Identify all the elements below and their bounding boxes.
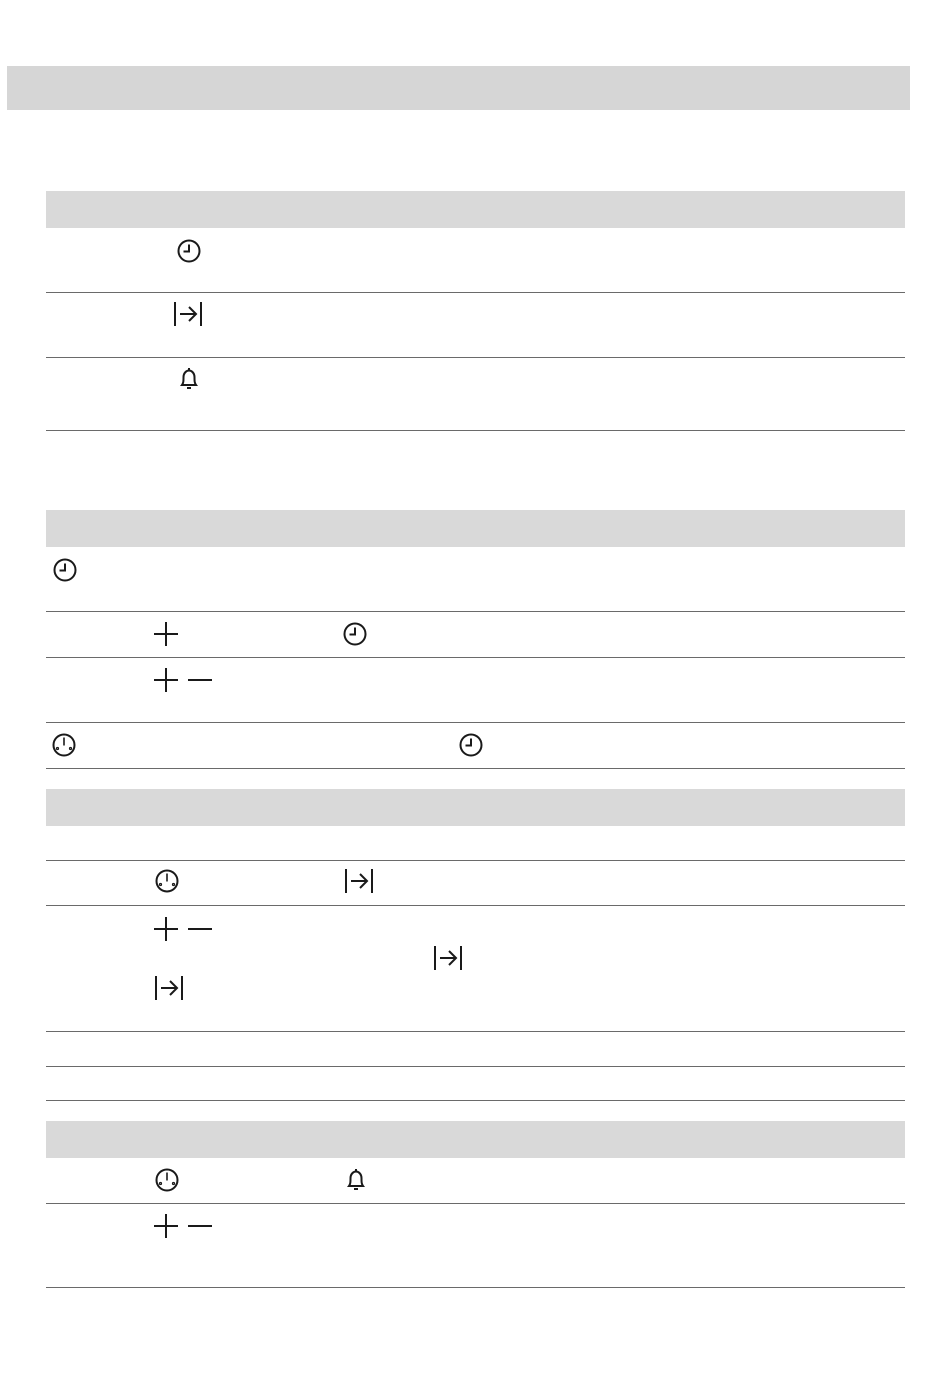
clock-icon: [340, 619, 370, 649]
section-setting-time-header: [46, 510, 905, 547]
page-title-bar: [7, 66, 910, 110]
time-display-icon: [49, 730, 79, 760]
time-display-icon: [152, 1165, 182, 1195]
duration-icon: [344, 866, 374, 896]
row-divider: [46, 768, 905, 769]
duration-icon: [173, 299, 203, 329]
row-divider: [46, 1287, 905, 1288]
duration-icon: [433, 943, 463, 973]
row-divider: [46, 1031, 905, 1032]
minus-icon: [185, 665, 215, 695]
bell-icon: [174, 364, 204, 394]
row-divider: [46, 657, 905, 658]
section-setting-duration-header: [46, 789, 905, 826]
row-divider: [46, 292, 905, 293]
section-time-functions-header: [46, 191, 905, 228]
row-divider: [46, 1100, 905, 1101]
plus-icon: [151, 914, 181, 944]
clock-icon: [50, 555, 80, 585]
plus-icon: [151, 619, 181, 649]
bell-icon: [341, 1165, 371, 1195]
duration-icon: [154, 973, 184, 1003]
row-divider: [46, 722, 905, 723]
clock-icon: [174, 236, 204, 266]
row-divider: [46, 905, 905, 906]
row-divider: [46, 430, 905, 431]
section-minute-minder-header: [46, 1121, 905, 1158]
row-divider: [46, 1066, 905, 1067]
clock-icon: [456, 730, 486, 760]
row-divider: [46, 1203, 905, 1204]
plus-icon: [151, 665, 181, 695]
row-divider: [46, 860, 905, 861]
plus-icon: [151, 1211, 181, 1241]
time-display-icon: [152, 866, 182, 896]
row-divider: [46, 357, 905, 358]
row-divider: [46, 611, 905, 612]
minus-icon: [185, 1211, 215, 1241]
minus-icon: [185, 914, 215, 944]
